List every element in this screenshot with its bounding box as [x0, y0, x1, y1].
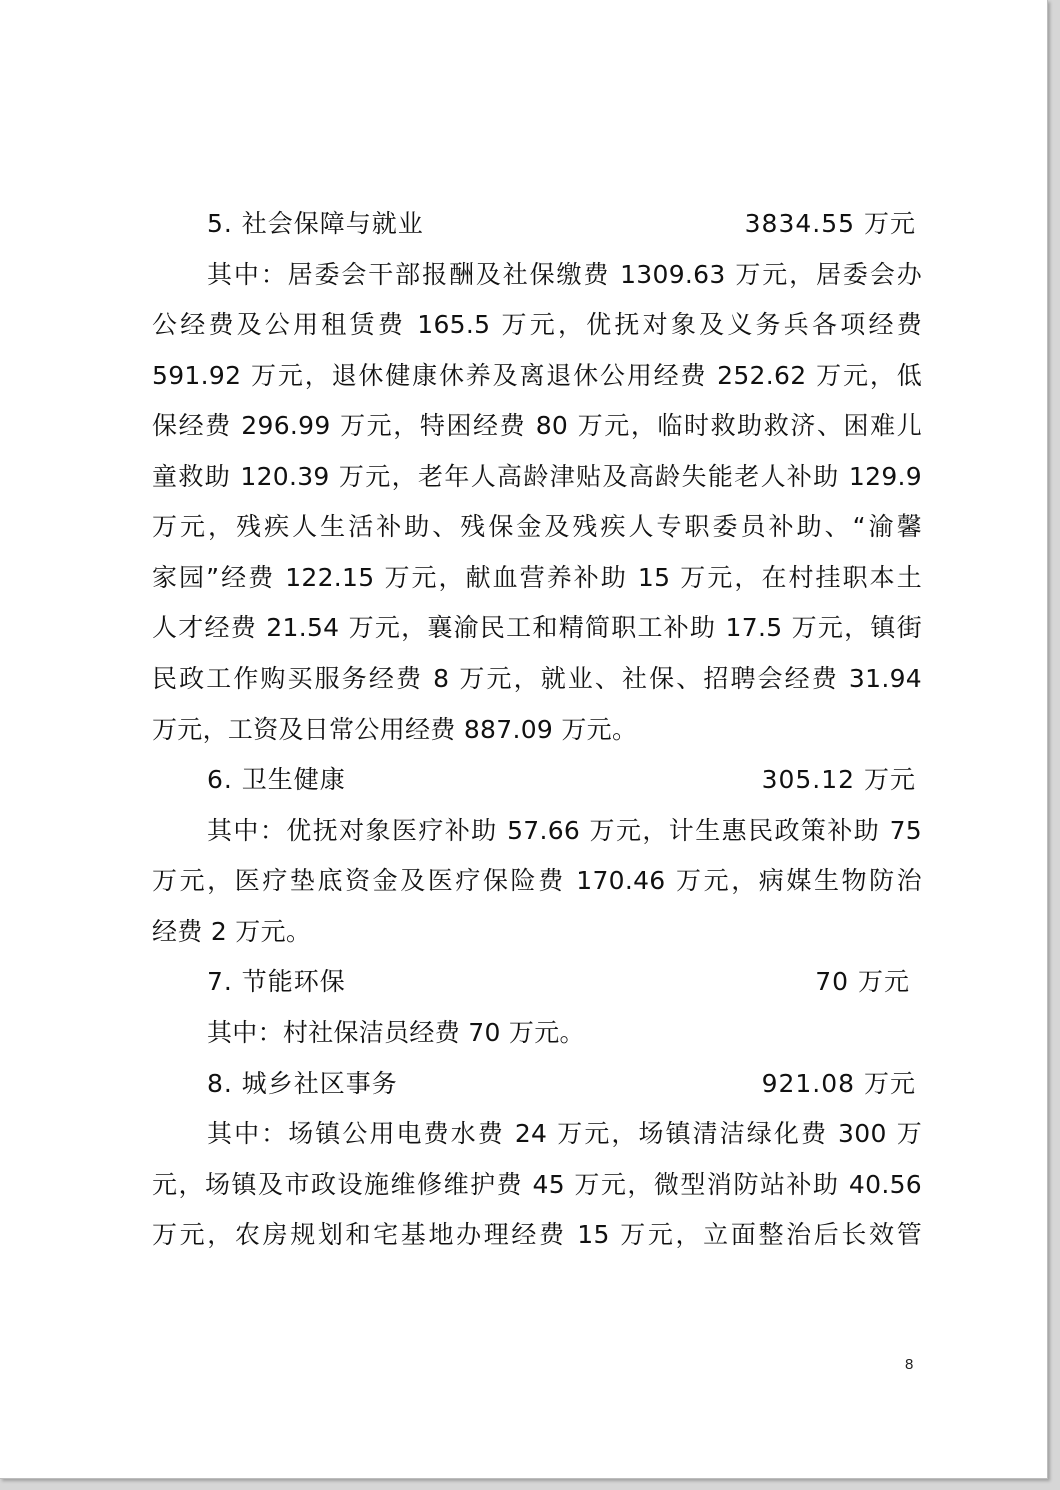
body-line: 其中：场镇公用电费水费 24 万元，场镇清洁绿化费 300 万 [207, 1119, 922, 1148]
page-number: 8 [905, 1356, 914, 1373]
body-line: 元，场镇及市政设施维修维护费 45 万元，微型消防站补助 40.56 [152, 1170, 922, 1199]
body-line: 其中：居委会干部报酬及社保缴费 1309.63 万元，居委会办 [207, 260, 922, 289]
section-amount-community-affairs: 921.08 万元 [761, 1069, 916, 1098]
body-line: 万元，农房规划和宅基地办理经费 15 万元，立面整治后长效管 [152, 1220, 922, 1249]
body-line: 万元，残疾人生活补助、残保金及残疾人专职委员补助、“渝馨 [152, 512, 922, 541]
section-heading-environment: 7. 节能环保 [207, 967, 346, 996]
section-heading-community-affairs: 8. 城乡社区事务 [207, 1069, 398, 1098]
section-heading-social-security: 5. 社会保障与就业 [207, 209, 424, 238]
section-amount-environment: 70 万元 [815, 967, 910, 996]
body-line: 591.92 万元，退休健康休养及离退休公用经费 252.62 万元，低 [152, 361, 922, 390]
body-line: 保经费 296.99 万元，特困经费 80 万元，临时救助救济、困难儿 [152, 411, 922, 440]
section-amount-health: 305.12 万元 [761, 765, 916, 794]
body-line: 人才经费 21.54 万元，襄渝民工和精简职工补助 17.5 万元，镇街 [152, 613, 922, 642]
body-line: 其中：村社保洁员经费 70 万元。 [207, 1018, 585, 1047]
body-line: 经费 2 万元。 [152, 917, 312, 946]
body-line: 民政工作购买服务经费 8 万元，就业、社保、招聘会经费 31.94 [152, 664, 922, 693]
section-amount-social-security: 3834.55 万元 [744, 209, 916, 238]
body-line: 童救助 120.39 万元，老年人高龄津贴及高龄失能老人补助 129.9 [152, 462, 922, 491]
body-line: 其中：优抚对象医疗补助 57.66 万元，计生惠民政策补助 75 [207, 816, 922, 845]
body-line: 万元，医疗垫底资金及医疗保险费 170.46 万元，病媒生物防治 [152, 866, 922, 895]
body-line: 公经费及公用租赁费 165.5 万元，优抚对象及义务兵各项经费 [152, 310, 922, 339]
body-line: 家园”经费 122.15 万元，献血营养补助 15 万元，在村挂职本土 [152, 563, 922, 592]
section-heading-health: 6. 卫生健康 [207, 765, 346, 794]
body-line: 万元，工资及日常公用经费 887.09 万元。 [152, 715, 638, 744]
